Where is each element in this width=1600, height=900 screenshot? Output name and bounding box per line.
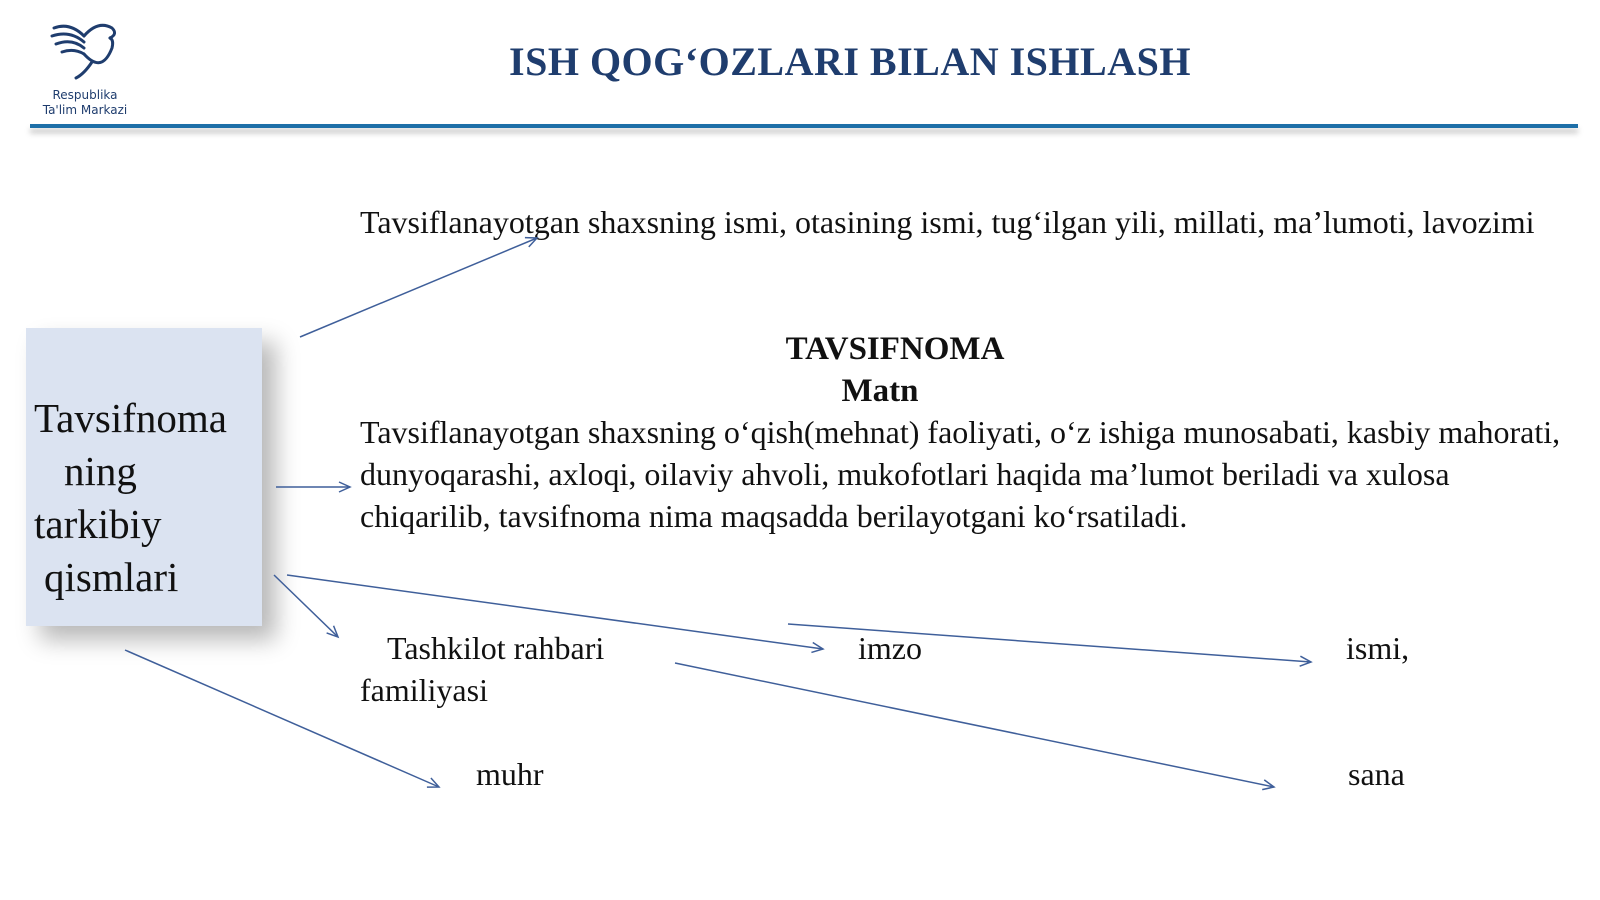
body-text: Tavsiflanayotgan shaxsning o‘qish(mehnat) faoliyati, o‘z ishiga munosabati, kasbiy mahorati, dunyoqarashi, axloqi, oilaviy ahvoli, mukofotlari haqida ma’lumot beriladi va xulosa chiqarilib, tavsifnoma nima maqsadda berilayotgani ko‘rsatiladi. bbox=[360, 414, 1561, 534]
stamp-label: muhr bbox=[476, 756, 544, 792]
arrow-to-stamp bbox=[125, 650, 439, 787]
logo-text-line1: Respublika bbox=[52, 88, 118, 102]
box-line-3: tarkibiy bbox=[34, 501, 162, 547]
header-info-text: Tavsiflanayotgan shaxsning ismi, otasining ismi, tug‘ilgan yili, millati, ma’lumoti, lavozimi bbox=[360, 204, 1535, 240]
document-heading: TAVSIFNOMA bbox=[785, 331, 1005, 367]
box-line-1: Tavsifnoma bbox=[34, 395, 227, 441]
arrow-to-name bbox=[788, 624, 1311, 662]
date-label: sana bbox=[1348, 756, 1405, 792]
arrow-to-signature bbox=[287, 575, 823, 649]
signature-label: imzo bbox=[858, 630, 922, 666]
head-of-organization-label: Tashkilot rahbari bbox=[387, 630, 605, 666]
arrow-to-header-info bbox=[300, 238, 537, 337]
box-line-4: qismlari bbox=[44, 554, 179, 600]
logo-text-line2: Ta'lim Markazi bbox=[42, 103, 128, 117]
name-label: ismi, bbox=[1346, 630, 1410, 666]
arrow-to-head-of-organization bbox=[274, 575, 338, 637]
text-subheading: Matn bbox=[841, 373, 919, 409]
surname-label: familiyasi bbox=[360, 672, 488, 708]
box-line-2: ning bbox=[64, 448, 137, 494]
arrow-to-date bbox=[675, 663, 1274, 787]
slide-title: ISH QOG‘OZLARI BILAN ISHLASH bbox=[509, 39, 1191, 84]
